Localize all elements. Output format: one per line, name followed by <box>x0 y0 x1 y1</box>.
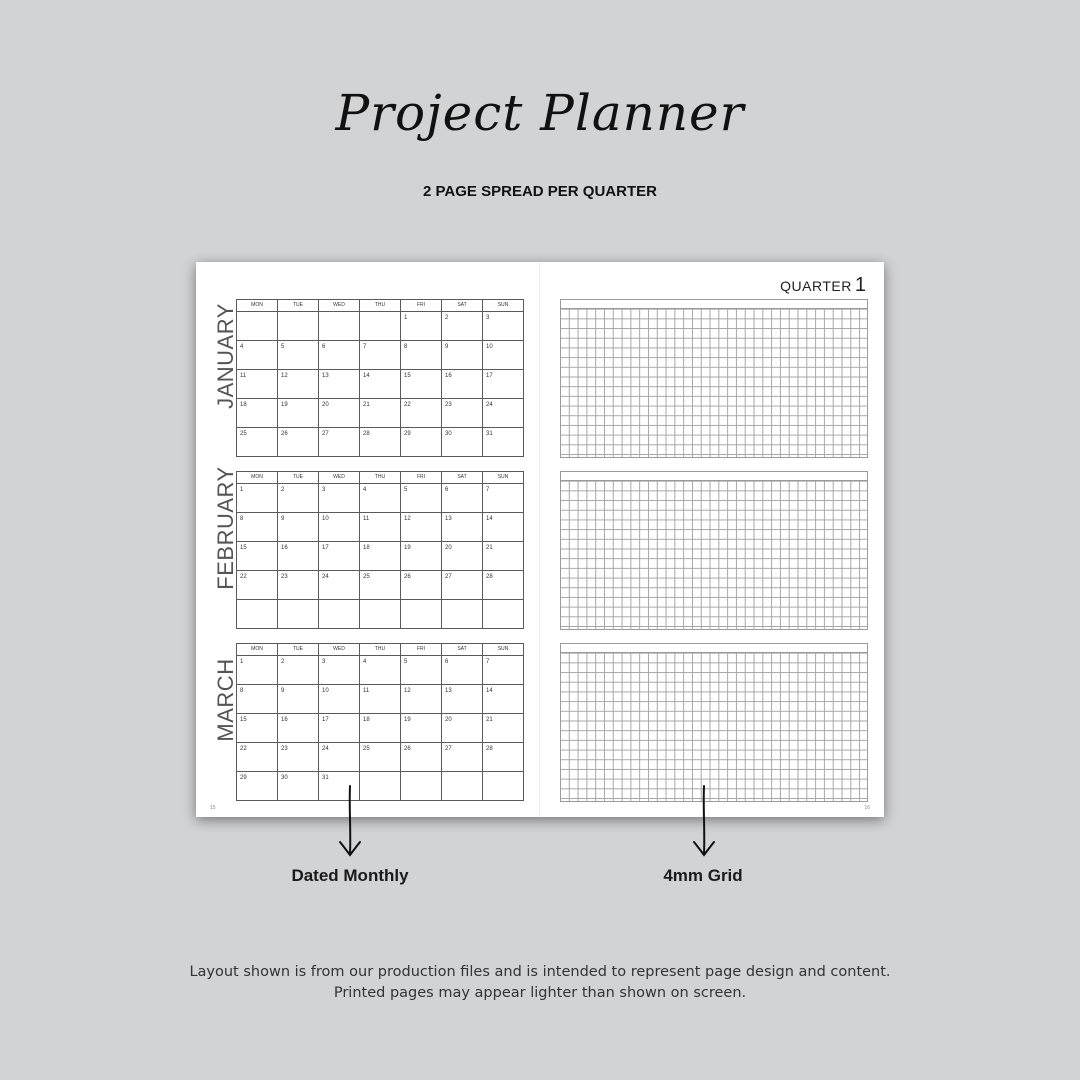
day-number: 23 <box>281 746 288 752</box>
day-cell <box>401 714 442 743</box>
day-number <box>319 312 359 315</box>
grid-block-1 <box>560 299 868 458</box>
day-cell <box>360 685 401 714</box>
day-cell <box>360 571 401 600</box>
day-number <box>360 772 400 775</box>
day-cell <box>319 542 360 571</box>
day-number: 9 <box>445 344 449 350</box>
day-cell <box>360 399 401 428</box>
day-cell <box>401 542 442 571</box>
day-number: 1 <box>404 315 408 321</box>
day-number: 13 <box>445 516 452 522</box>
day-number: 29 <box>240 775 247 781</box>
day-cell <box>483 743 524 772</box>
day-cell <box>360 312 401 341</box>
day-cell <box>483 428 524 457</box>
day-cell <box>401 513 442 542</box>
week-row <box>237 312 524 341</box>
day-number <box>401 772 441 775</box>
day-number: 27 <box>322 431 329 437</box>
day-cell <box>483 312 524 341</box>
weekday-header: SAT <box>442 644 483 656</box>
day-number: 7 <box>486 487 490 493</box>
calendar-january <box>236 299 524 457</box>
weekday-header: TUE <box>278 472 319 484</box>
day-number <box>319 600 359 603</box>
day-cell <box>442 399 483 428</box>
day-cell <box>319 399 360 428</box>
day-cell <box>483 600 524 629</box>
day-cell <box>237 600 278 629</box>
day-number: 2 <box>445 315 449 321</box>
down-arrow-icon <box>690 784 718 860</box>
day-cell <box>401 428 442 457</box>
day-number: 25 <box>363 574 370 580</box>
calendar-february <box>236 471 524 629</box>
day-cell <box>442 600 483 629</box>
day-number <box>278 600 318 603</box>
day-cell <box>483 399 524 428</box>
day-cell <box>483 484 524 513</box>
weekday-header: THU <box>360 472 401 484</box>
day-cell <box>483 542 524 571</box>
day-cell <box>319 571 360 600</box>
page-title: Project Planner <box>335 84 745 142</box>
day-cell <box>278 312 319 341</box>
day-cell <box>278 714 319 743</box>
weekday-header: MON <box>237 300 278 312</box>
day-number: 28 <box>363 431 370 437</box>
day-cell <box>319 428 360 457</box>
day-cell <box>278 542 319 571</box>
day-number: 30 <box>281 775 288 781</box>
disclaimer-line-1: Layout shown is from our production files and is intended to represent page design and content. <box>189 964 891 980</box>
grid-label: 4mm Grid <box>663 866 743 885</box>
day-number: 14 <box>363 373 370 379</box>
day-cell <box>237 312 278 341</box>
day-number: 16 <box>281 545 288 551</box>
week-row <box>237 513 524 542</box>
day-number: 4 <box>363 487 367 493</box>
day-number: 19 <box>404 545 411 551</box>
day-number: 5 <box>404 487 408 493</box>
day-number: 10 <box>322 516 329 522</box>
page-subtitle: 2 PAGE SPREAD PER QUARTER <box>423 183 657 200</box>
day-number: 4 <box>240 344 244 350</box>
weekday-header-row <box>237 300 524 312</box>
day-cell <box>401 571 442 600</box>
quarter-number: 1 <box>854 274 866 296</box>
day-cell <box>401 743 442 772</box>
day-number: 21 <box>486 545 493 551</box>
day-cell <box>360 743 401 772</box>
day-cell <box>401 370 442 399</box>
day-number: 19 <box>281 402 288 408</box>
day-cell <box>237 685 278 714</box>
day-cell <box>278 513 319 542</box>
day-cell <box>319 685 360 714</box>
day-cell <box>483 370 524 399</box>
week-row <box>237 685 524 714</box>
weekday-header: FRI <box>401 472 442 484</box>
day-cell <box>401 685 442 714</box>
day-number: 28 <box>486 574 493 580</box>
day-number: 11 <box>363 688 370 694</box>
weekday-header-row <box>237 472 524 484</box>
day-cell <box>483 341 524 370</box>
day-cell <box>442 714 483 743</box>
day-number: 11 <box>363 516 370 522</box>
weekday-header: FRI <box>401 300 442 312</box>
day-number: 14 <box>486 516 493 522</box>
dated-monthly-label: Dated Monthly <box>291 866 409 885</box>
weekday-header: MON <box>237 472 278 484</box>
week-row <box>237 370 524 399</box>
day-number: 21 <box>486 717 493 723</box>
day-number: 6 <box>322 344 326 350</box>
day-number: 27 <box>445 574 452 580</box>
day-cell <box>278 600 319 629</box>
day-cell <box>401 312 442 341</box>
day-number: 22 <box>404 402 411 408</box>
weekday-header: WED <box>319 472 360 484</box>
day-number: 2 <box>281 659 285 665</box>
day-cell <box>401 399 442 428</box>
day-number: 4 <box>363 659 367 665</box>
day-number: 8 <box>240 516 244 522</box>
day-cell <box>278 656 319 685</box>
day-cell <box>278 685 319 714</box>
weekday-header: THU <box>360 644 401 656</box>
day-cell <box>237 571 278 600</box>
day-cell <box>237 772 278 801</box>
day-number <box>237 312 277 315</box>
day-cell <box>360 341 401 370</box>
day-cell <box>319 743 360 772</box>
day-number: 29 <box>404 431 411 437</box>
day-cell <box>278 370 319 399</box>
day-number: 14 <box>486 688 493 694</box>
weekday-header: SUN <box>483 472 524 484</box>
day-number: 16 <box>445 373 452 379</box>
day-number: 1 <box>240 659 244 665</box>
day-number: 13 <box>445 688 452 694</box>
day-number: 17 <box>322 717 329 723</box>
day-cell <box>442 341 483 370</box>
day-cell <box>237 341 278 370</box>
day-cell <box>319 341 360 370</box>
week-row <box>237 341 524 370</box>
day-number <box>278 312 318 315</box>
day-cell <box>319 513 360 542</box>
day-cell <box>442 428 483 457</box>
weekday-header: SAT <box>442 472 483 484</box>
day-number: 9 <box>281 516 285 522</box>
day-number: 11 <box>240 373 247 379</box>
day-cell <box>401 772 442 801</box>
day-cell <box>278 571 319 600</box>
disclaimer <box>0 962 1080 1004</box>
day-cell <box>278 484 319 513</box>
day-cell <box>442 656 483 685</box>
grid-block-2 <box>560 471 868 630</box>
weekday-header: TUE <box>278 644 319 656</box>
left-page-number: 15 <box>210 805 216 811</box>
day-number: 10 <box>322 688 329 694</box>
day-number <box>360 600 400 603</box>
disclaimer-line-2: Printed pages may appear lighter than shown on screen. <box>333 985 747 1001</box>
day-number: 8 <box>240 688 244 694</box>
day-number: 6 <box>445 659 449 665</box>
week-row <box>237 656 524 685</box>
week-row <box>237 484 524 513</box>
weekday-header: SAT <box>442 300 483 312</box>
day-cell <box>319 312 360 341</box>
day-number: 25 <box>363 746 370 752</box>
day-cell <box>442 542 483 571</box>
day-number: 7 <box>486 659 490 665</box>
day-cell <box>483 714 524 743</box>
day-cell <box>483 513 524 542</box>
day-number: 28 <box>486 746 493 752</box>
day-cell <box>483 656 524 685</box>
week-row <box>237 542 524 571</box>
day-cell <box>319 600 360 629</box>
day-number: 20 <box>445 545 452 551</box>
day-cell <box>483 571 524 600</box>
day-number <box>483 772 523 775</box>
week-row <box>237 399 524 428</box>
day-number: 15 <box>240 717 247 723</box>
day-number <box>483 600 523 603</box>
day-cell <box>360 772 401 801</box>
day-number: 23 <box>445 402 452 408</box>
day-number: 5 <box>281 344 285 350</box>
weekday-header: MON <box>237 644 278 656</box>
day-cell <box>442 571 483 600</box>
day-cell <box>237 656 278 685</box>
day-cell <box>442 484 483 513</box>
day-cell <box>401 600 442 629</box>
quarter-heading <box>780 274 866 297</box>
day-number: 1 <box>240 487 244 493</box>
day-cell <box>237 542 278 571</box>
week-row <box>237 428 524 457</box>
day-number: 18 <box>363 545 370 551</box>
day-cell <box>360 542 401 571</box>
grid-block-3 <box>560 643 868 802</box>
day-number: 19 <box>404 717 411 723</box>
weekday-header: THU <box>360 300 401 312</box>
day-number: 27 <box>445 746 452 752</box>
week-row <box>237 772 524 801</box>
day-number: 31 <box>322 775 329 781</box>
day-number: 26 <box>404 574 411 580</box>
day-number <box>237 600 277 603</box>
day-number: 24 <box>486 402 493 408</box>
day-cell <box>360 714 401 743</box>
day-cell <box>319 370 360 399</box>
day-number: 24 <box>322 746 329 752</box>
day-number: 3 <box>486 315 490 321</box>
day-number: 8 <box>404 344 408 350</box>
day-number: 31 <box>486 431 493 437</box>
day-number: 26 <box>404 746 411 752</box>
day-number: 2 <box>281 487 285 493</box>
day-number: 12 <box>281 373 288 379</box>
spread-spine <box>539 262 540 817</box>
day-number: 23 <box>281 574 288 580</box>
day-number: 13 <box>322 373 329 379</box>
day-cell <box>442 312 483 341</box>
weekday-header: TUE <box>278 300 319 312</box>
day-cell <box>483 772 524 801</box>
day-number: 15 <box>404 373 411 379</box>
day-number: 9 <box>281 688 285 694</box>
day-number: 18 <box>240 402 247 408</box>
day-cell <box>278 399 319 428</box>
day-cell <box>278 743 319 772</box>
planner-spread: JANUARY MON TUE WED THU FRI SAT SUN 1 2 3 4 5 6 7 8 9 10 11 12 13 14 15 16 17 18 19 20 21 22 23 24 25 26 27 28 29 30 31 FEBRUARY MON TUE WED THU FRI SAT SUN 1 2 3 4 5 6 7 8 9 10 11 12 13 14 15 16 17 18 19 20 21 22 23 24 25 26 27 28 MARCH MON TUE WED THU FRI SAT SUN 1 2 3 4 5 6 7 8 9 10 11 12 13 14 15 16 17 18 19 20 21 22 23 24 25 26 27 28 29 30 31 QUARTER 1 15 16 <box>196 262 884 817</box>
day-cell <box>360 600 401 629</box>
day-cell <box>401 656 442 685</box>
day-cell <box>360 656 401 685</box>
day-cell <box>442 370 483 399</box>
day-number: 5 <box>404 659 408 665</box>
week-row <box>237 600 524 629</box>
day-cell <box>442 685 483 714</box>
day-number: 21 <box>363 402 370 408</box>
day-cell <box>237 370 278 399</box>
day-number: 20 <box>322 402 329 408</box>
day-number: 20 <box>445 717 452 723</box>
day-number: 12 <box>404 516 411 522</box>
day-cell <box>360 513 401 542</box>
calendar-march <box>236 643 524 801</box>
day-cell <box>237 513 278 542</box>
day-number <box>442 600 482 603</box>
day-cell <box>401 341 442 370</box>
down-arrow-icon <box>336 784 364 860</box>
day-cell <box>278 428 319 457</box>
day-number: 7 <box>363 344 367 350</box>
day-number: 16 <box>281 717 288 723</box>
week-row <box>237 743 524 772</box>
day-number: 10 <box>486 344 493 350</box>
day-cell <box>442 513 483 542</box>
day-cell <box>360 484 401 513</box>
week-row <box>237 571 524 600</box>
day-cell <box>237 428 278 457</box>
day-number: 15 <box>240 545 247 551</box>
day-number: 17 <box>322 545 329 551</box>
day-number <box>360 312 400 315</box>
day-number: 26 <box>281 431 288 437</box>
day-cell <box>278 772 319 801</box>
day-number: 22 <box>240 574 247 580</box>
weekday-header: SUN <box>483 300 524 312</box>
weekday-header: WED <box>319 300 360 312</box>
day-cell <box>360 370 401 399</box>
weekday-header: FRI <box>401 644 442 656</box>
day-cell <box>237 484 278 513</box>
day-number: 25 <box>240 431 247 437</box>
day-number: 6 <box>445 487 449 493</box>
day-cell <box>237 399 278 428</box>
day-number <box>401 600 441 603</box>
day-cell <box>442 772 483 801</box>
day-cell <box>237 743 278 772</box>
week-row <box>237 714 524 743</box>
day-number: 3 <box>322 487 326 493</box>
day-cell <box>360 428 401 457</box>
day-number: 12 <box>404 688 411 694</box>
day-number: 17 <box>486 373 493 379</box>
day-number <box>442 772 482 775</box>
day-number: 18 <box>363 717 370 723</box>
weekday-header-row <box>237 644 524 656</box>
quarter-label: QUARTER <box>780 278 852 294</box>
day-cell <box>319 714 360 743</box>
day-cell <box>442 743 483 772</box>
weekday-header: WED <box>319 644 360 656</box>
day-cell <box>237 714 278 743</box>
day-cell <box>319 484 360 513</box>
day-number: 3 <box>322 659 326 665</box>
day-cell <box>319 656 360 685</box>
day-cell <box>278 341 319 370</box>
day-number: 30 <box>445 431 452 437</box>
day-cell <box>483 685 524 714</box>
day-cell <box>401 484 442 513</box>
right-page-number: 16 <box>864 805 870 811</box>
day-number: 24 <box>322 574 329 580</box>
weekday-header: SUN <box>483 644 524 656</box>
day-number: 22 <box>240 746 247 752</box>
